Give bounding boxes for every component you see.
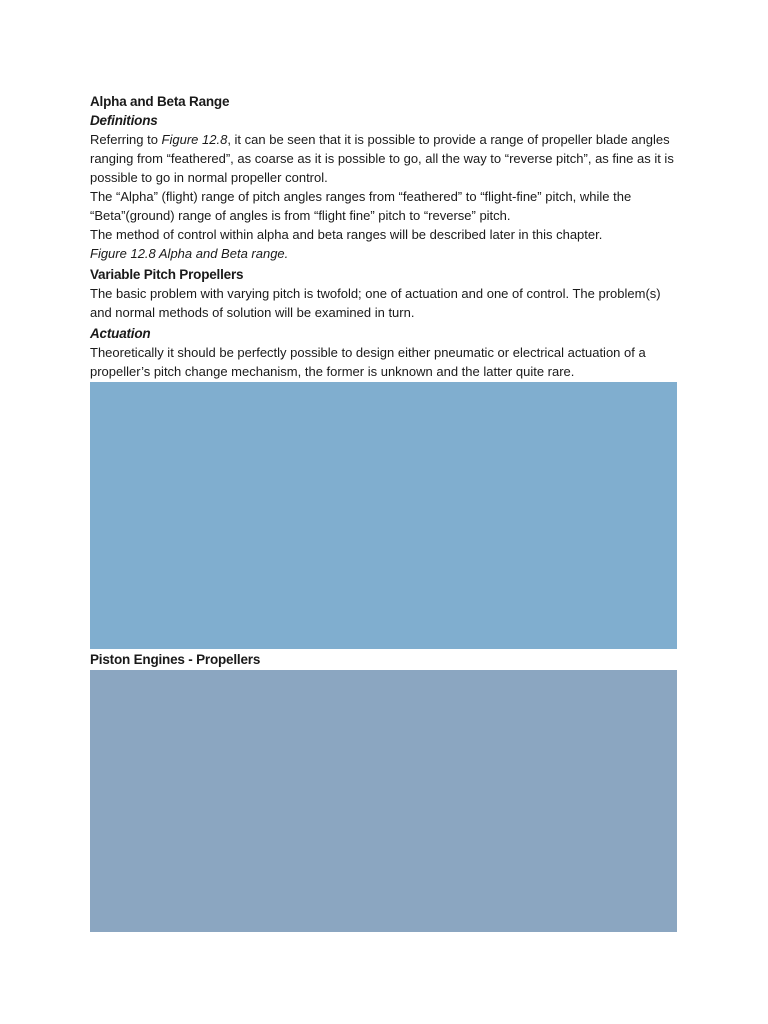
definitions-paragraph-3: The method of control within alpha and beta ranges will be described later in this chapter.: [90, 227, 603, 242]
figure-caption: Figure 12.8 Alpha and Beta range.: [90, 246, 289, 261]
variable-pitch-heading: Variable Pitch Propellers: [90, 267, 244, 282]
definitions-paragraph-2: The “Alpha” (flight) range of pitch angles ranges from “feathered” to “flight-fine” pitch, while the “Beta”(ground) range of angles is from “flight fine” pitch to “reverse” pitch.: [90, 189, 632, 223]
page-image-placeholder: [90, 670, 677, 932]
section-title: Alpha and Beta Range: [90, 94, 230, 109]
actuation-heading: Actuation: [90, 326, 151, 341]
definitions-paragraph-1: [90, 130, 680, 187]
figure-reference: Figure 12.8: [161, 132, 228, 147]
running-header: Piston Engines - Propellers: [90, 652, 261, 667]
para1-text-end: , it can be seen that it is possible to provide a range of propeller blade angles ranging from “feathered”, as coarse as it is possible to go, all the way to “reverse pitch”, as fine as it is possible to go in normal propeller control.: [90, 132, 674, 185]
definitions-heading: Definitions: [90, 113, 158, 128]
variable-pitch-paragraph: The basic problem with varying pitch is twofold; one of actuation and one of control. The problem(s) and normal methods of solution will be examined in turn.: [90, 286, 661, 320]
para1-text-start: Referring to: [90, 132, 162, 147]
figure-placeholder-image: [90, 382, 677, 649]
actuation-paragraph: Theoretically it should be perfectly possible to design either pneumatic or electrical actuation of a propeller’s pitch change mechanism, the former is unknown and the latter quite rare.: [90, 345, 646, 379]
document-page: [90, 92, 680, 932]
